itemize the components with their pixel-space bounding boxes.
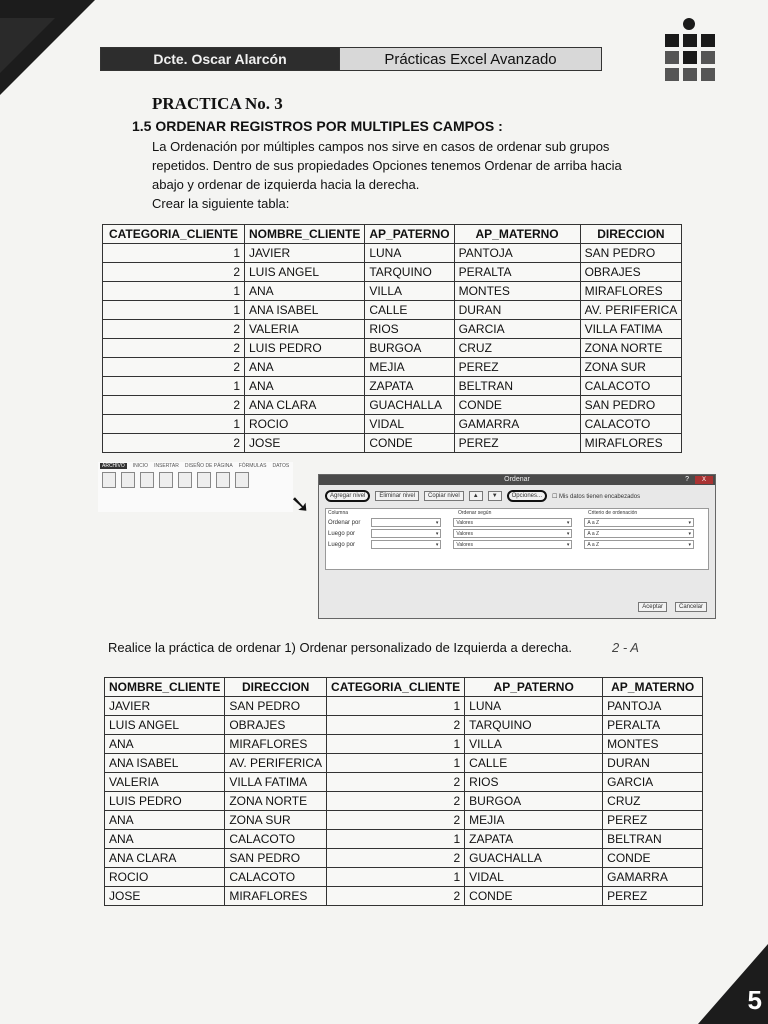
access-icon [102,472,116,488]
section-subtitle: 1.5 ORDENAR REGISTROS POR MULTIPLES CAMPOS : [132,118,503,134]
column-header: NOMBRE_CLIENTE [245,225,365,244]
table-cell: ANA CLARA [105,849,225,868]
other-sources-icon [159,472,173,488]
table-cell: 2 [327,811,465,830]
dialog-title-bar [319,475,715,485]
sort-icon [235,472,249,488]
table-row [105,868,703,887]
institution-logo [665,18,717,82]
dialog-footer [638,602,707,612]
table-row [103,282,682,301]
sort-level-row [326,539,708,550]
table-cell: PANTOJA [603,697,703,716]
table-cell: CONDE [365,434,454,453]
ribbon-tab[interactable]: DISEÑO DE PÁGINA [184,463,233,469]
cancel-button[interactable]: Cancelar [675,602,707,612]
column-dropdown[interactable]: ▾ [371,540,441,549]
order-value: A a Z [587,530,600,537]
order-dropdown[interactable]: A a Z ▾ [584,518,694,527]
table-cell: PEREZ [454,358,580,377]
table-cell: RIOS [465,773,603,792]
table-row [103,320,682,339]
table-row [103,301,682,320]
column-dropdown[interactable]: ▾ [371,518,441,527]
table-cell: PERALTA [603,716,703,735]
table-cell: ANA [245,358,365,377]
table-cell: TARQUINO [365,263,454,282]
table-row [105,697,703,716]
table-cell: GUACHALLA [365,396,454,415]
table-cell: LUNA [365,244,454,263]
table-cell: CALACOTO [580,377,682,396]
table-cell: 1 [327,830,465,849]
table-cell: BURGOA [465,792,603,811]
table-cell: CONDE [465,887,603,906]
table-row [103,358,682,377]
table-cell: JOSE [245,434,365,453]
table-cell: ANA ISABEL [245,301,365,320]
column-header: Columna [328,510,349,516]
table-cell: MIRAFLORES [580,282,682,301]
refresh-icon [197,472,211,488]
table-cell: ZONA SUR [225,811,327,830]
paragraph-line: Crear la siguiente tabla: [152,196,290,211]
table-cell: VILLA FATIMA [580,320,682,339]
table-row [105,792,703,811]
header-bar [100,47,602,71]
table-cell: 2 [327,792,465,811]
table-cell: PEREZ [603,887,703,906]
table-row [103,377,682,396]
table-cell: DURAN [454,301,580,320]
column-header: DIRECCION [225,678,327,697]
table-cell: 2 [327,887,465,906]
table-cell: CALACOTO [580,415,682,434]
table-cell: MIRAFLORES [225,735,327,754]
table-cell: 2 [103,396,245,415]
order-dropdown[interactable]: A a Z ▾ [584,540,694,549]
handwritten-note: 2 - A [612,640,639,655]
sort-on-header: Ordenar según [458,510,492,516]
sort-az-icon [216,472,230,488]
sort-level-label: Ordenar por [328,519,361,526]
column-header: AP_PATERNO [365,225,454,244]
table-cell: OBRAJES [580,263,682,282]
accept-button[interactable]: Aceptar [638,602,667,612]
table-cell: MONTES [603,735,703,754]
table-cell: CRUZ [603,792,703,811]
column-header: CATEGORIA_CLIENTE [327,678,465,697]
table-cell: ANA CLARA [245,396,365,415]
sort-dialog [318,474,716,619]
table-cell: AV. PERIFERICA [225,754,327,773]
table-row [105,887,703,906]
table-row [105,811,703,830]
sort-on-value: Valores [456,541,473,548]
table-cell: CALLE [465,754,603,773]
table-cell: MIRAFLORES [225,887,327,906]
table-cell: ROCIO [245,415,365,434]
sort-level-label: Luego por [328,541,356,548]
move-up-button[interactable]: ▲ [469,491,483,501]
table-cell: PEREZ [603,811,703,830]
table-cell: LUIS PEDRO [245,339,365,358]
table-row [103,434,682,453]
table-header-row [105,678,703,697]
table-row [105,754,703,773]
table-cell: AV. PERIFERICA [580,301,682,320]
table-cell: VALERIA [105,773,225,792]
table-cell: SAN PEDRO [225,849,327,868]
sort-on-dropdown[interactable]: Valores ▾ [453,529,572,538]
table-cell: VILLA [465,735,603,754]
sort-on-dropdown[interactable]: Valores ▾ [453,540,572,549]
table-cell: VILLA [365,282,454,301]
table-cell: MEJIA [365,358,454,377]
ribbon-icons [98,470,293,490]
sort-on-value: Valores [456,519,473,526]
order-dropdown[interactable]: A a Z ▾ [584,529,694,538]
ribbon-tab[interactable]: INSERTAR [154,463,179,469]
table-cell: ROCIO [105,868,225,887]
table-cell: ANA [105,811,225,830]
table-cell: 2 [327,716,465,735]
table-cell: 2 [327,849,465,868]
table-cell: CRUZ [454,339,580,358]
source-table [102,224,682,453]
table-cell: 2 [103,263,245,282]
table-cell: VILLA FATIMA [225,773,327,792]
table-row [105,716,703,735]
grid-header [326,509,708,517]
table-row [105,735,703,754]
table-cell: SAN PEDRO [580,396,682,415]
sort-on-value: Valores [456,530,473,537]
table-cell: CALACOTO [225,868,327,887]
dialog-toolbar [319,485,715,505]
table-cell: ZONA NORTE [225,792,327,811]
table-row [103,339,682,358]
copy-level-button[interactable]: Copiar nivel [424,491,464,501]
table-cell: 1 [103,415,245,434]
column-header: AP_MATERNO [603,678,703,697]
table-cell: JOSE [105,887,225,906]
table-cell: 1 [327,735,465,754]
table-cell: ANA [105,830,225,849]
table-cell: VALERIA [245,320,365,339]
sorted-table [104,677,703,906]
table-cell: ANA [245,377,365,396]
header-author: Dcte. Oscar Alarcón [101,48,339,70]
headers-checkbox-label: Mis datos tienen encabezados [559,493,641,500]
table-row [105,830,703,849]
table-cell: ANA ISABEL [105,754,225,773]
table-cell: PERALTA [454,263,580,282]
table-cell: GAMARRA [603,868,703,887]
table-row [105,773,703,792]
table-cell: 2 [103,434,245,453]
table-cell: 1 [103,244,245,263]
text-icon [140,472,154,488]
column-header: AP_MATERNO [454,225,580,244]
intro-paragraph [152,137,672,213]
column-header: AP_PATERNO [465,678,603,697]
dialog-title: Ordenar [504,476,530,483]
table-cell: BELTRAN [454,377,580,396]
practice-title: PRACTICA No. 3 [152,94,283,113]
column-header: NOMBRE_CLIENTE [105,678,225,697]
connections-icon [178,472,192,488]
column-dropdown[interactable]: ▾ [371,529,441,538]
table-cell: SAN PEDRO [225,697,327,716]
close-icon[interactable]: X [695,476,713,484]
move-down-button[interactable]: ▼ [488,491,502,501]
ribbon-tab[interactable]: ARCHIVO [102,463,125,469]
table-cell: OBRAJES [225,716,327,735]
table-cell: BURGOA [365,339,454,358]
table-cell: CALACOTO [225,830,327,849]
table-cell: DURAN [603,754,703,773]
instruction-text: Realice la práctica de ordenar 1) Ordenar personalizado de Izquierda a derecha. [108,640,572,655]
table-cell: 2 [103,320,245,339]
table-cell: CONDE [603,849,703,868]
headers-checkbox[interactable]: ☐ Mis datos tienen encabezados [552,493,641,500]
table-row [105,849,703,868]
table-cell: JAVIER [105,697,225,716]
arrow-icon: ➘ [290,491,311,518]
table-cell: VIDAL [365,415,454,434]
paragraph-line: La Ordenación por múltiples campos nos sirve en casos de ordenar sub grupos [152,139,610,154]
table-cell: 1 [103,301,245,320]
table-cell: LUNA [465,697,603,716]
paragraph-line: repetidos. Dentro de sus propiedades Opciones tenemos Ordenar de arriba hacia [152,158,622,173]
sort-levels-grid [325,508,709,570]
corner-decoration-inner [0,18,55,73]
table-cell: PANTOJA [454,244,580,263]
table-cell: TARQUINO [465,716,603,735]
table-cell: 2 [327,773,465,792]
order-header: Criterio de ordenación [588,510,638,516]
header-course: Prácticas Excel Avanzado [339,48,601,70]
table-cell: 1 [103,282,245,301]
table-cell: ANA [105,735,225,754]
table-cell: GUACHALLA [465,849,603,868]
table-cell: ZAPATA [365,377,454,396]
table-cell: GARCIA [603,773,703,792]
table-cell: MONTES [454,282,580,301]
table-cell: GARCIA [454,320,580,339]
page-number: 5 [747,985,762,1015]
web-icon [121,472,135,488]
table-row [103,415,682,434]
paragraph-line: abajo y ordenar de izquierda hacia la derecha. [152,177,420,192]
sort-level-row [326,528,708,539]
table-cell: MIRAFLORES [580,434,682,453]
column-header: CATEGORIA_CLIENTE [103,225,245,244]
add-level-button[interactable]: Agregar nivel [325,490,370,502]
order-value: A a Z [587,541,600,548]
table-cell: 2 [103,339,245,358]
table-cell: JAVIER [245,244,365,263]
table-cell: ANA [245,282,365,301]
table-cell: MEJIA [465,811,603,830]
table-cell: 1 [103,377,245,396]
table-cell: LUIS PEDRO [105,792,225,811]
ribbon-tabs [98,462,293,470]
table-row [103,263,682,282]
table-row [103,396,682,415]
table-cell: 1 [327,697,465,716]
table-cell: 1 [327,868,465,887]
table-cell: ZONA SUR [580,358,682,377]
table-cell: CALLE [365,301,454,320]
delete-level-button[interactable]: Eliminar nivel [375,491,419,501]
sort-level-label: Luego por [328,530,356,537]
table-header-row [103,225,682,244]
table-cell: PEREZ [454,434,580,453]
table-cell: SAN PEDRO [580,244,682,263]
sort-on-dropdown[interactable]: Valores ▾ [453,518,572,527]
table-cell: ZAPATA [465,830,603,849]
table-cell: 2 [103,358,245,377]
column-header: DIRECCION [580,225,682,244]
table-cell: LUIS ANGEL [105,716,225,735]
order-value: A a Z [587,519,600,526]
table-cell: LUIS ANGEL [245,263,365,282]
sort-level-row [326,517,708,528]
ribbon-tab[interactable]: FÓRMULAS [238,463,267,469]
table-cell: GAMARRA [454,415,580,434]
table-cell: BELTRAN [603,830,703,849]
table-cell: RIOS [365,320,454,339]
excel-ribbon-screenshot [98,462,293,512]
table-row [103,244,682,263]
ribbon-tab[interactable]: INICIO [132,463,149,469]
table-cell: VIDAL [465,868,603,887]
table-cell: 1 [327,754,465,773]
table-cell: CONDE [454,396,580,415]
help-icon[interactable]: ? [685,476,689,483]
ribbon-tab[interactable]: DATOS [272,463,290,469]
table-cell: ZONA NORTE [580,339,682,358]
options-button[interactable]: Opciones... [507,490,547,502]
